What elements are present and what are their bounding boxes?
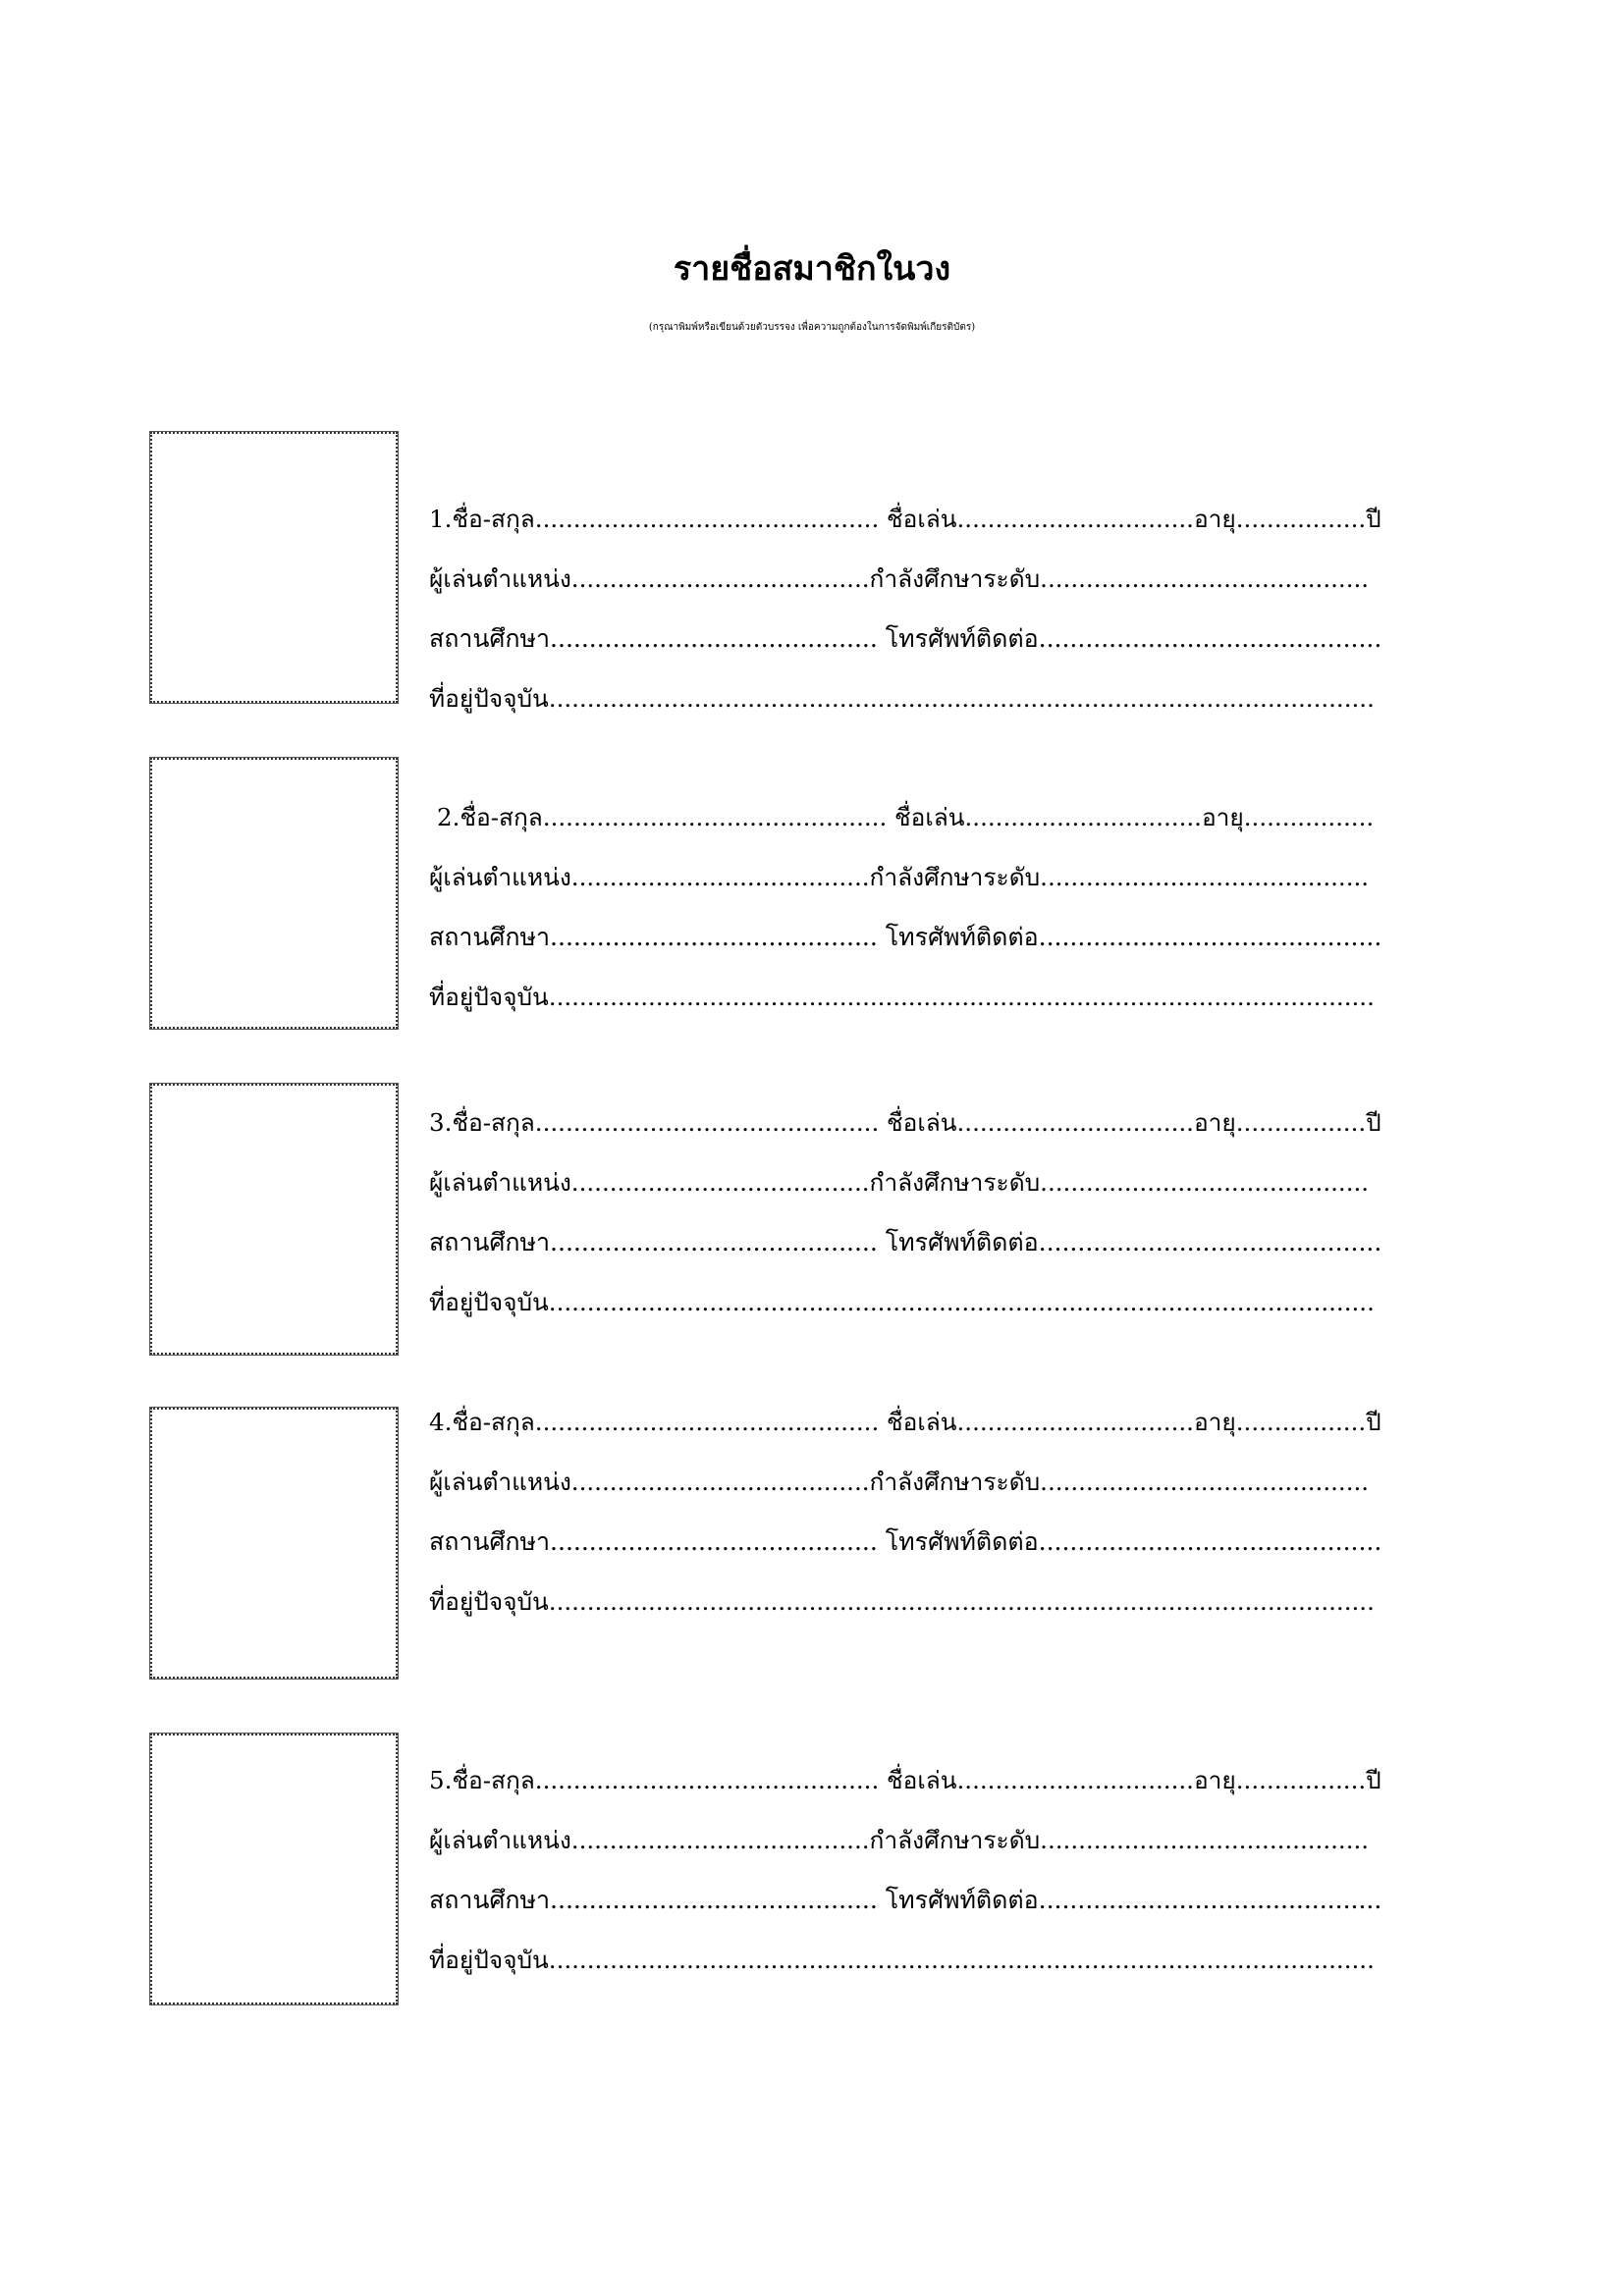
member-entry-3: [0, 1084, 1624, 1359]
address-line: ที่อยู่ปัจจุบัน............................................................................................................: [429, 983, 1375, 1011]
name-line: 5.ชื่อ-สกุล............................................. ชื่อเล่น...............................อายุ.................ปี: [429, 1766, 1381, 1794]
photo-box: [150, 1084, 398, 1355]
position-line: ผู้เล่นตำแหน่ง.......................................กำลังศึกษาระดับ...........................................: [429, 564, 1370, 593]
name-line: 3.ชื่อ-สกุล............................................. ชื่อเล่น...............................อายุ.................ปี: [429, 1108, 1381, 1137]
name-line: 4.ชื่อ-สกุล............................................. ชื่อเล่น...............................อายุ.................ปี: [429, 1408, 1381, 1436]
page-subtitle: (กรุณาพิมพ์หรือเขียนด้วยตัวบรรจง เพื่อความถูกต้องในการจัดพิมพ์เกียรติบัตร): [648, 322, 976, 333]
position-line: ผู้เล่นตำแหน่ง.......................................กำลังศึกษาระดับ...........................................: [429, 863, 1370, 891]
photo-box: [150, 758, 398, 1029]
position-line: ผู้เล่นตำแหน่ง.......................................กำลังศึกษาระดับ...........................................: [429, 1826, 1370, 1854]
photo-box: [150, 432, 398, 703]
address-line: ที่อยู่ปัจจุบัน............................................................................................................: [429, 1288, 1375, 1316]
school-line: สถานศึกษา.......................................... โทรศัพท์ติดต่อ............................................: [429, 624, 1382, 653]
photo-box: [150, 1734, 398, 2004]
position-line: ผู้เล่นตำแหน่ง.......................................กำลังศึกษาระดับ...........................................: [429, 1168, 1370, 1197]
page-title: รายชื่อสมาชิกในวง: [673, 249, 951, 289]
member-entry-2: [0, 758, 1624, 1033]
member-entry-5: [0, 1734, 1624, 2008]
member-entry-4: [0, 1408, 1624, 1682]
member-entry-1: [0, 432, 1624, 713]
address-line: ที่อยู่ปัจจุบัน............................................................................................................: [429, 1946, 1375, 1974]
school-line: สถานศึกษา.......................................... โทรศัพท์ติดต่อ............................................: [429, 1228, 1382, 1256]
address-line: ที่อยู่ปัจจุบัน............................................................................................................: [429, 684, 1375, 713]
school-line: สถานศึกษา.......................................... โทรศัพท์ติดต่อ............................................: [429, 923, 1382, 951]
school-line: สถานศึกษา.......................................... โทรศัพท์ติดต่อ............................................: [429, 1886, 1382, 1914]
address-line: ที่อยู่ปัจจุบัน............................................................................................................: [429, 1587, 1375, 1616]
position-line: ผู้เล่นตำแหน่ง.......................................กำลังศึกษาระดับ...........................................: [429, 1468, 1370, 1496]
name-line: 1.ชื่อ-สกุล............................................. ชื่อเล่น...............................อายุ.................ปี: [429, 505, 1381, 533]
name-line: 2.ชื่อ-สกุล............................................. ชื่อเล่น...............................อายุ.................: [437, 803, 1375, 831]
school-line: สถานศึกษา.......................................... โทรศัพท์ติดต่อ............................................: [429, 1527, 1382, 1556]
photo-box: [150, 1408, 398, 1679]
